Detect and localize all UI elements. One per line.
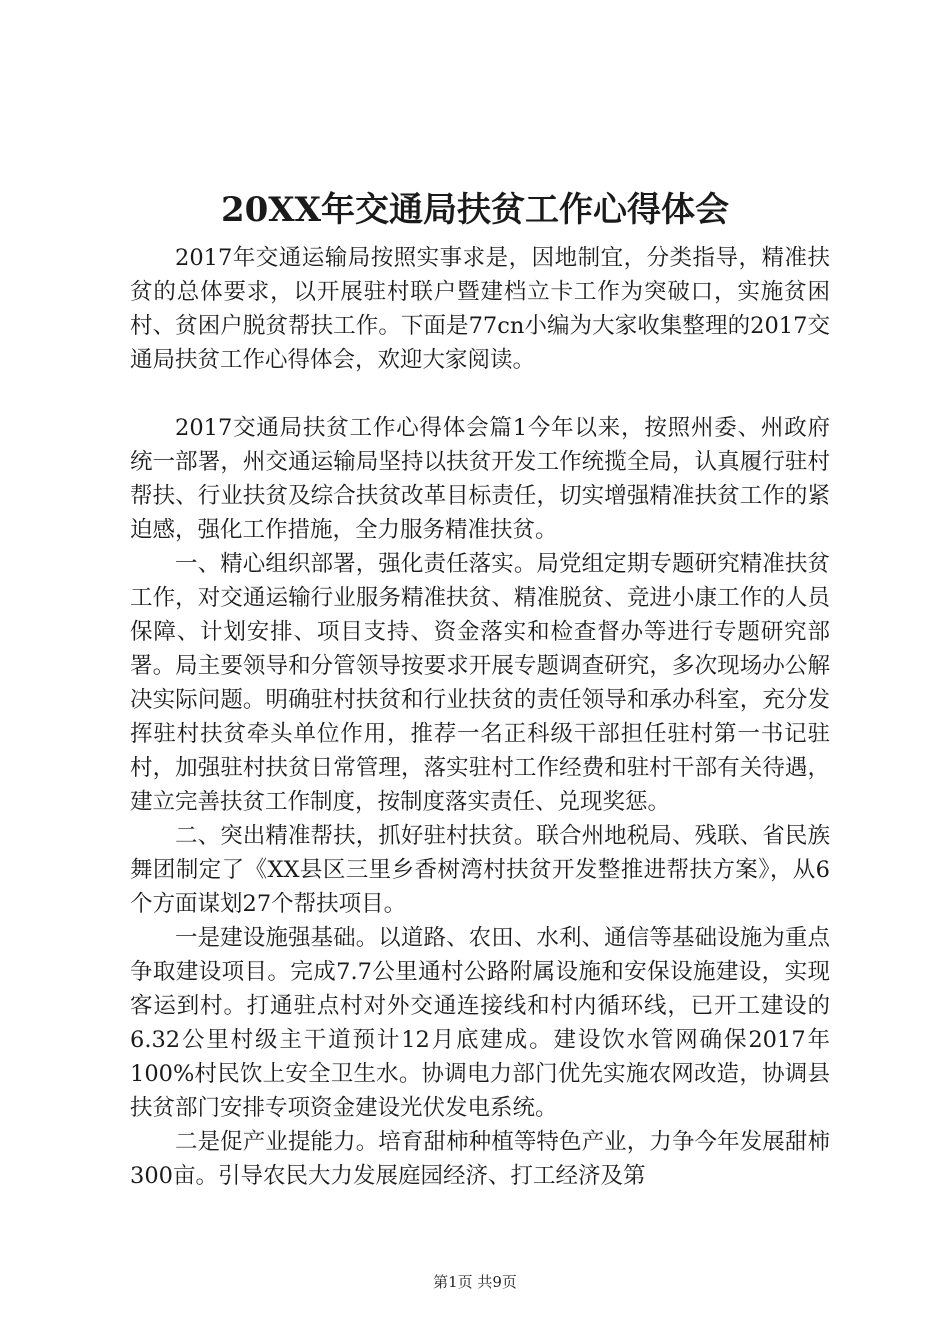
paragraph-item-2: 二是促产业提能力。培育甜柿种植等特色产业，力争今年发展甜柿300亩。引导农民大力发展庭园经济、打工经济及第 xyxy=(130,1129,830,1189)
paragraph-section-1: 一、精心组织部署，强化责任落实。局党组定期专题研究精准扶贫工作，对交通运输行业服务精准扶贫、精准脱贫、竞进小康工作的人员保障、计划安排、项目支持、资金落实和检查督办等进行专题研究部署。局主要领导和分管领导按要求开展专题调查研究，多次现场办公解决实际问题。明确驻村扶贫和行业扶贫的责任领导和承办科室，充分发挥驻村扶贫牵头单位作用，推荐一名正科级干部担任驻村第一书记驻村，加强驻村扶贫日常管理，落实驻村工作经费和驻村干部有关待遇，建立完善扶贫工作制度，按制度落实责任、兑现奖惩。 xyxy=(130,551,830,815)
document-body xyxy=(130,241,830,1193)
paragraph-intro: 2017年交通运输局按照实事求是，因地制宜，分类指导，精准扶贫的总体要求，以开展驻村联户暨建档立卡工作为突破口，实施贫困村、贫困户脱贫帮扶工作。下面是77cn小编为大家收集整理的2017交通局扶贫工作心得体会，欢迎大家阅读。 xyxy=(130,245,830,373)
page-footer: 第1页 共9页 xyxy=(433,1273,517,1291)
paragraph-section-2: 二、突出精准帮扶，抓好驻村扶贫。联合州地税局、残联、省民族舞团制定了《XX县区三里乡香树湾村扶贫开发整推进帮扶方案》，从6个方面谋划27个帮扶项目。 xyxy=(130,823,830,917)
paragraph-item-1: 一是建设施强基础。以道路、农田、水利、通信等基础设施为重点争取建设项目。完成7.7公里通村公路附属设施和安保设施建设，实现客运到村。打通驻点村对外交通连接线和村内循环线，已开工建设的6.32公里村级主干道预计12月底建成。建设饮水管网确保2017年100%村民饮上安全卫生水。协调电力部门优先实施农网改造，协调县扶贫部门安排专项资金建设光伏发电系统。 xyxy=(130,925,830,1121)
document-title: 20XX年交通局扶贫工作心得体会 xyxy=(220,190,730,230)
paragraph-article-1: 2017交通局扶贫工作心得体会篇1今年以来，按照州委、州政府统一部署，州交通运输局坚持以扶贫开发工作统揽全局，认真履行驻村帮扶、行业扶贫及综合扶贫改革目标责任，切实增强精准扶贫工作的紧迫感，强化工作措施，全力服务精准扶贫。 xyxy=(130,415,830,543)
